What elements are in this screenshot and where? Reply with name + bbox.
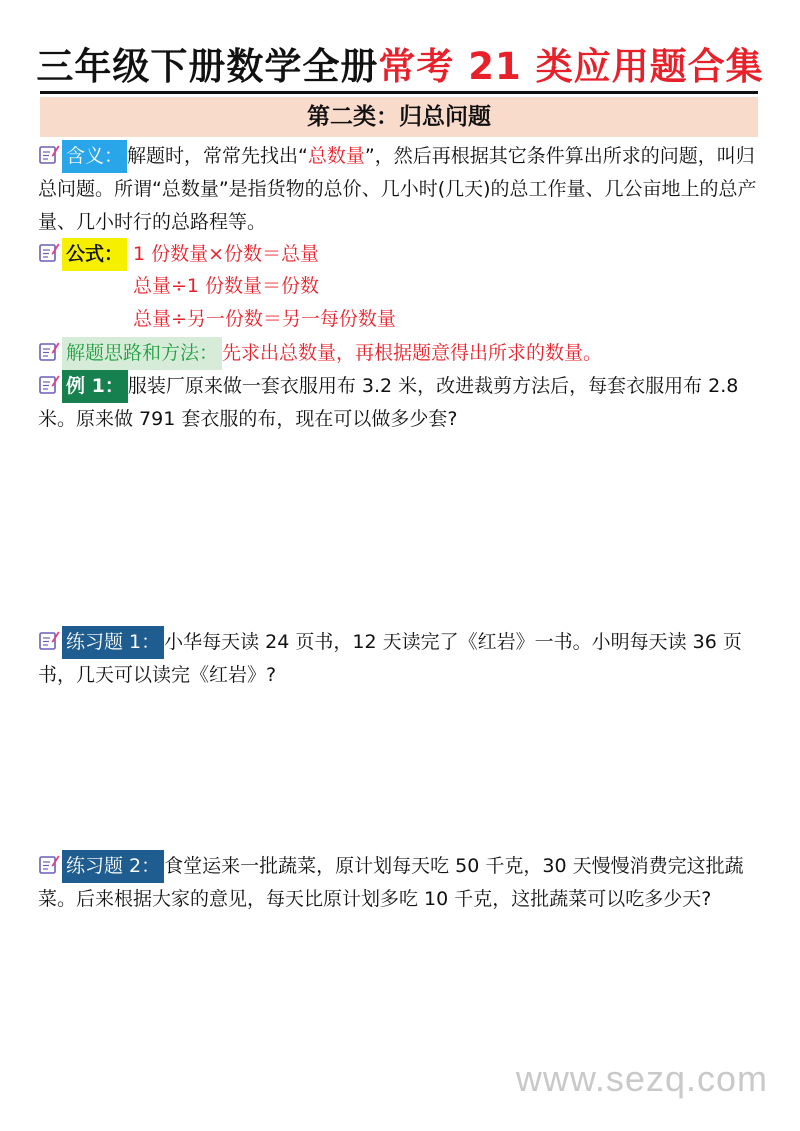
memo-pencil-icon [38,629,60,651]
formula-line-3: 总量÷另一份数＝另一每份数量 [133,308,396,330]
memo-pencil-icon [38,340,60,362]
method-paragraph [38,337,760,370]
meaning-text-after: ”，然后再根据其它条件算出所求的问题，叫归总问题。所谓“总数量”是指货物的总价、几小时(几天)的总工作量、几公亩地上的总产量、几小时行的总路程等。 [38,145,757,233]
memo-pencil-icon [38,241,60,263]
memo-pencil-icon [38,373,60,395]
title-main: 三年级下册数学全册 [36,45,379,88]
formula-line-1: 1 份数量×份数＝总量 [133,243,320,265]
example-1-text: 服装厂原来做一套衣服用布 3.2 米，改进裁剪方法后，每套衣服用布 2.8 米。原来做 791 套衣服的布，现在可以做多少套? [38,375,739,430]
site-watermark: www.sezq.com [515,1058,768,1099]
meaning-tag: 含义： [62,140,127,173]
exercise-1-tag: 练习题 1： [62,626,164,659]
meaning-highlight: 总数量 [307,145,365,167]
meaning-text-before: 解题时，常常先找出“ [127,145,308,167]
example-1 [38,370,760,436]
memo-pencil-icon [38,853,60,875]
meaning-paragraph [38,140,760,239]
example-1-tag: 例 1： [62,370,128,403]
title-highlight: 常考 21 类应用题合集 [378,45,764,88]
document-title [0,40,800,94]
method-text: 先求出总数量，再根据题意得出所求的数量。 [222,342,603,364]
title-underline [40,91,758,94]
exercise-2 [38,850,760,916]
section-heading: 第二类：归总问题 [40,97,758,137]
formula-tag: 公式： [62,238,127,271]
exercise-1 [38,626,760,692]
method-tag: 解题思路和方法： [62,337,222,370]
exercise-2-text: 食堂运来一批蔬菜，原计划每天吃 50 千克，30 天慢慢消费完这批蔬菜。后来根据大家的意见，每天比原计划多吃 10 千克，这批蔬菜可以吃多少天? [38,855,744,910]
memo-pencil-icon [38,143,60,165]
exercise-1-text: 小华每天读 24 页书，12 天读完了《红岩》一书。小明每天读 36 页书，几天可以读完《红岩》? [38,631,742,686]
formula-line-2: 总量÷1 份数量＝份数 [133,275,320,297]
exercise-2-tag: 练习题 2： [62,850,164,883]
